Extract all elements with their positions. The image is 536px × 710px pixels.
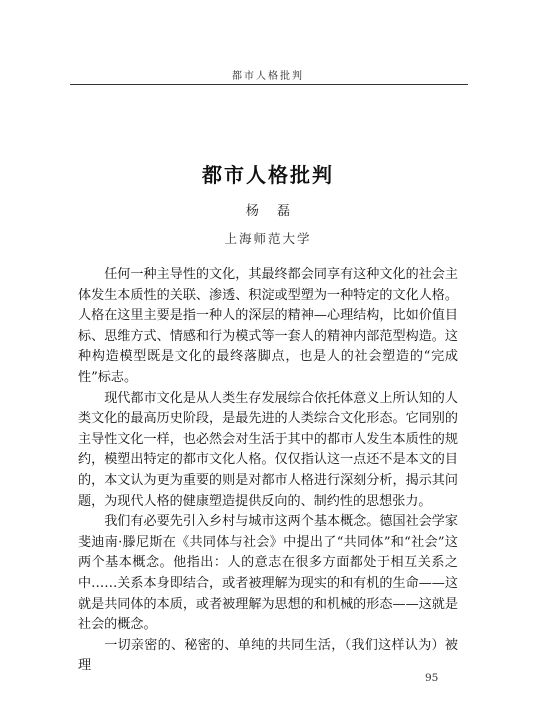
paragraph-1: 任何一种主导性的文化，其最终都会同享有这种文化的社会主体发生本质性的关联、渗透、积淀或型塑为一种特定的文化人格。人格在这里主要是指一种人的深层的精神—心理结构，比如价值目标、思维方式、情感和行为模式等一套人的精神内部范型构造。这种构造模型既是文化的最终落脚点，也是人的社会塑造的“完成性”标志。	[78, 267, 458, 385]
paragraph-4: 一切亲密的、秘密的、单纯的共同生活，（我们这样认为）被理	[78, 637, 458, 674]
author-affiliation: 上海师范大学	[224, 231, 312, 246]
article-author: 杨 磊	[245, 204, 291, 219]
article-body	[78, 265, 458, 677]
header-rule	[70, 84, 468, 85]
paragraph-2: 现代都市文化是从人类生存发展综合依托体意义上所认知的人类文化的最高历史阶段，是最先进的人类综合文化形态。它同别的主导性文化一样，也必然会对生活于其中的都市人发生本质性的规约，模塑出特定的都市文化人格。仅仅指认这一点还不是本文的目的，本文认为更为重要的则是对都市人格进行深刻分析，揭示其问题，为现代人格的健康塑造提供反向的、制约性的思想张力。	[78, 390, 458, 509]
article-title: 都市人格批判	[202, 163, 334, 187]
paragraph-3: 我们有必要先引入乡村与城市这两个基本概念。德国社会学家斐迪南·滕尼斯在《共同体与社会》中提出了“共同体”和“社会”这两个基本概念。他指出：人的意志在很多方面都处于相互关系之中……关系本身即结合，或者被理解为现实的和有机的生命——这就是共同体的本质，或者被理解为思想的和机械的形态——这就是社会的概念。	[78, 514, 458, 633]
page-number: 95	[425, 672, 439, 684]
running-head: 都市人格批判	[232, 71, 304, 82]
